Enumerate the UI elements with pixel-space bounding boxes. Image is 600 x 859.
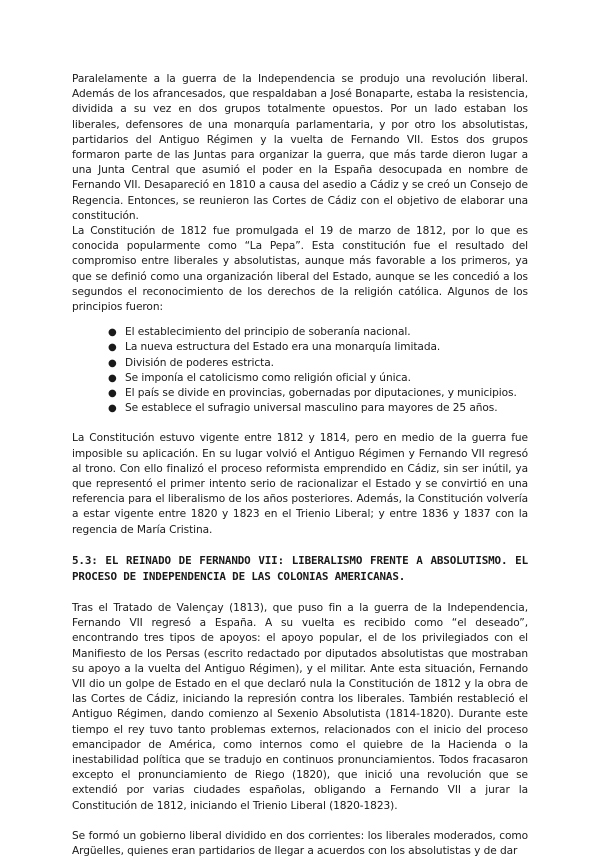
list-item: ● El establecimiento del principio de soberanía nacional. bbox=[108, 325, 528, 340]
bullet-icon: ● bbox=[108, 403, 117, 415]
paragraph-constitucion-1812: La Constitución de 1812 fue promulgada el 19 de marzo de 1812, por lo que es conocida popularmente como “La Pepa”. Esta constitución fue el resultado del compromiso entre liberales y absolutistas, aunque más favorable a los primeros, ya que se definió como una organización liberal del Estado, aunque se les concedió a los segundos el reconocimiento de los derechos de la religión católica. Algunos de los principios fueron: bbox=[72, 225, 528, 314]
section-heading: 5.3: EL REINADO DE FERNANDO VII: LIBERALISMO FRENTE A ABSOLUTISMO. EL PROCESO DE INDEPENDENCIA DE LAS COLONIAS AMERICANAS. bbox=[72, 553, 528, 584]
bullet-icon: ● bbox=[108, 388, 117, 400]
spacer bbox=[72, 538, 528, 553]
list-item: ● Se imponía el catolicismo como religión oficial y única. bbox=[108, 371, 528, 386]
list-item: ● La nueva estructura del Estado era una monarquía limitada. bbox=[108, 340, 528, 355]
paragraph-vigencia-constitucion: La Constitución estuvo vigente entre 1812 y 1814, pero en medio de la guerra fue imposible su aplicación. En su lugar volvió el Antiguo Régimen y Fernando VII regresó al trono. Con ello finalizó el proceso reformista emprendido en Cádiz, sin ser inútil, ya que representó el primer intento serio de racionalizar el Estado y se convirtió en una referencia para el liberalismo de los años posteriores. Además, la Constitución volvería a estar vigente entre 1820 y 1823 en el Trienio Liberal; y entre 1836 y 1837 con la regencia de María Cristina. bbox=[72, 432, 528, 536]
bullet-icon: ● bbox=[108, 327, 117, 339]
paragraph-fernando-vii: Tras el Tratado de Valençay (1813), que puso fin a la guerra de la Independencia, Fernando VII regresó a España. A su vuelta es recibido como “el deseado”, encontrando tres tipos de apoyos: el apoyo popular, el de los privilegiados con el Manifiesto de los Persas (escrito redactado por diputados absolutistas que mostraban su apoyo a la vuelta del Antiguo Régimen), y el militar. Ante esta situación, Fernando VII dio un golpe de Estado en el que declaró nula la Constitución de 1812 y la obra de las Cortes de Cádiz, iniciando la represión contra los liberales. También restableció el Antiguo Régimen, dando comienzo al Sexenio Absolutista (1814-1820). Durante este tiempo el rey tuvo tanto problemas externos, relacionados con el inicio del proceso emancipador de América, como internos como el quiebre de la Hacienda o la inestabilidad política que se tradujo en continuos pronunciamientos. Todos fracasaron excepto el pronunciamiento de Riego (1820), que inició una revolución que se extendió por varias ciudades españolas, obligando a Fernando VII a jurar la Constitución de 1812, iniciando el Trienio Liberal (1820-1823). bbox=[72, 601, 528, 812]
list-item: ● Se establece el sufragio universal masculino para mayores de 25 años. bbox=[108, 401, 528, 416]
list-item: ● El país se divide en provincias, gobernadas por diputaciones, y municipios. bbox=[108, 386, 528, 401]
bullet-icon: ● bbox=[108, 372, 117, 384]
paragraph-gobierno-liberal: Se formó un gobierno liberal dividido en dos corrientes: los liberales moderados, como Argüelles, quienes eran partidarios de llegar a acuerdos con los absolutistas y de dar bbox=[72, 829, 528, 857]
bullet-icon: ● bbox=[108, 357, 117, 369]
spacer bbox=[72, 416, 528, 431]
bullet-icon: ● bbox=[108, 342, 117, 354]
spacer bbox=[72, 586, 528, 601]
spacer bbox=[72, 814, 528, 829]
principles-list bbox=[72, 325, 528, 416]
paragraph-guerra-independencia: Paralelamente a la guerra de la Independencia se produjo una revolución liberal. Además de los afrancesados, que respaldaban a José Bonaparte, estaba la resistencia, dividida a su vez en dos grupos totalmente opuestos. Por un lado estaban los liberales, defensores de una monarquía parlamentaria, y por otro los absolutistas, partidarios del Antiguo Régimen y la vuelta de Fernando VII. Estos dos grupos formaron parte de las Juntas para organizar la guerra, que más tarde dieron lugar a una Junta Central que asumió el poder en la España desocupada en nombre de Fernando VII. Desapareció en 1810 a causa del asedio a Cádiz y se creó un Consejo de Regencia. Entonces, se reunieron las Cortes de Cádiz con el objetivo de elaborar una constitución. bbox=[72, 73, 528, 222]
list-item: ● División de poderes estricta. bbox=[108, 356, 528, 371]
